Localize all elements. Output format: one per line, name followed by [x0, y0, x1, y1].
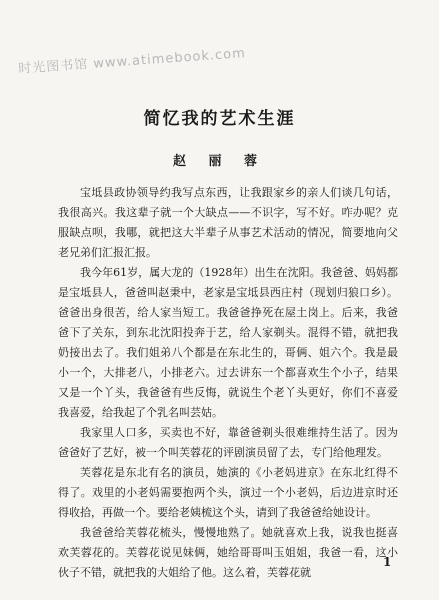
watermark: 时光图书馆 www.atimebook.com [17, 46, 247, 77]
paragraph: 宝坻县政协领导约我写点东西，让我跟家乡的亲人们谈几句话，我很高兴。我这辈子就一个大缺点——不识字，写不好。咋办呢？克服缺点呗，我哪，就把这大半辈子从事艺术活动的情况，简要地向父老兄弟们汇报汇报。 [58, 186, 398, 259]
paragraph: 芙蓉花是东北有名的演员，她演的《小老妈进京》在东北红得不得了。戏里的小老妈需要抱两个头，演过一个小老妈，后边进京时还得收拾，再做一个。要给老姨梳这个头，请到了我爸爸给她设计。 [58, 466, 398, 519]
author-name: 赵 丽 蓉 [172, 154, 267, 169]
paragraph: 我家里人口多，买卖也不好，靠爸爸剃头很难维持生活了。因为爸爸好了艺好，被一个叫芙蓉花的评剧演员留了去，专门给他理发。 [58, 426, 398, 459]
page-number: 1 [383, 555, 392, 569]
article-title: 简忆我的艺术生涯 [143, 109, 296, 129]
paragraph: 我爸爸给芙蓉花梳头，慢慢地熟了。她就喜欢上我，说我也挺喜欢芙蓉花的。芙蓉花说见妹俩，她给哥哥叫玉姐姐，我爸一看，这小伙子不错，就把我的大姐给了他。这么着，芙蓉花就 [58, 526, 398, 579]
paragraph: 我今年61岁，属大龙的（1928年）出生在沈阳。我爸爸、妈妈都是宝坻县人，爸爸叫赵秉中，老家是宝坻县西庄村（现划归狼口乡）。爸爸出身很苦，给人家当短工。我爸爸挣死在屋土岗上。后来，我爸爸下了关东，到东北沈阳投奔于艺，给人家剃头。混得不错，就把我奶接出去了。我们姐弟八个都是在东北生的，哥俩、姐六个。我是最小一个，大排老八，小排老六。过去讲东一个都喜欢生个小子，结果又是一个丫头，我爸爸有些反悔，就说生个老丫头更好，你们不喜爱我喜爱，给我起了个乳名叫芸姑。 [58, 266, 398, 419]
article-body [58, 183, 398, 583]
